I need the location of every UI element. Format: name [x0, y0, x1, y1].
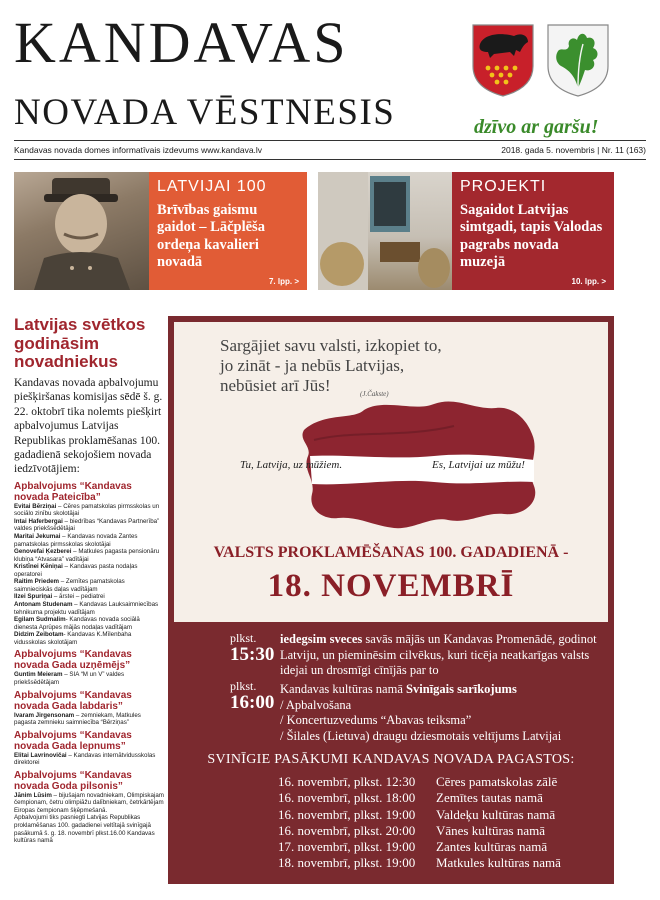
award-recipient — [14, 593, 164, 601]
sidebar-intro: Kandavas novada apbalvojumu piešķiršanas komisijas sēdē š. g. 22. oktobrī tika nolemts piešķirt apbalvojumus Latvijas Republikas proklamēšanas 100. gadadienā sekojošiem novada iedzīvotājiem: — [14, 377, 163, 476]
recipient-description: – Kandavas novada Zantes pamatskolas pirmsskolas skolotājai — [14, 532, 138, 548]
sidebar-title: Latvijas svētkos godināsim novadniekus — [14, 315, 146, 372]
schedule-date: 17. novembrī, plkst. 19:00 — [278, 839, 416, 855]
recipient-description: – SIA “M un V” valdes priekšsēdētājam — [14, 671, 125, 686]
recipient-name: Egilam Sudmalim — [14, 616, 66, 624]
award-recipient — [14, 503, 164, 518]
award-recipient — [14, 752, 164, 767]
recipient-name: Ivaram Jirgensonam — [14, 711, 75, 719]
event-text: savās mājās un Kandavas Promenādē, godinot Latviju, un pieminēsim cilvēkus, kuri ticēja neatkarīgas valsts idejai un drosmīgi cīnījās par to — [280, 632, 597, 678]
museum-cellar-photo — [318, 172, 452, 290]
event-highlight: Svinīgais sarīkojums — [406, 682, 517, 696]
schedule-row — [278, 774, 561, 790]
poster-panel — [174, 322, 608, 622]
schedule-row — [278, 823, 561, 839]
recipient-name: Maritai Jekumai — [14, 532, 61, 540]
schedule-row — [278, 839, 561, 855]
schedule-date: 16. novembrī, plkst. 18:00 — [278, 790, 416, 806]
award-recipient — [14, 578, 164, 593]
recipient-name: Ilzei Spuriņai — [14, 593, 53, 601]
award-recipient — [14, 548, 164, 563]
recipient-description: - Kandavas novada sociālā dienesta Aprūpes mājās nodaļas vadītājam — [14, 616, 140, 631]
schedule-place: Valdeķu kultūras namā — [436, 806, 556, 822]
schedule-date: 16. novembrī, plkst. 19:00 — [278, 806, 416, 822]
event-line: / Koncertuzvedums “Abavas teiksma” — [280, 713, 472, 728]
recipient-name: Intai Haferbergai — [14, 517, 63, 525]
oak-leaves-coat-of-arms-icon — [545, 22, 611, 98]
schedule-place: Vānes kultūras namā — [436, 822, 546, 838]
award-category: Apbalvojums “Kandavas novada Pateicība” — [14, 480, 132, 503]
award-category: Apbalvojums “Kandavas novada Gada labdaris” — [14, 689, 132, 712]
schedule-row — [278, 790, 561, 806]
recipient-description: – ārstei – pediatrei — [52, 593, 105, 601]
recipient-description: – Zemītes pamatskolas saimnieciskās daļas vadītājam — [14, 578, 125, 593]
schedule-place: Matkules kultūras namā — [436, 855, 561, 871]
awards-sidebar — [14, 316, 164, 845]
motto: dzīvo ar garšu! — [474, 116, 599, 138]
schedule-date: 16. novembrī, plkst. 20:00 — [278, 822, 416, 838]
event-description-2 — [280, 682, 600, 745]
schedule-heading: SVINĪGIE PASĀKUMI KANDAVAS NOVADA PAGASTOS: — [207, 752, 575, 767]
event-line: / Apbalvošana — [280, 697, 352, 712]
sidebar-footnote: Apbalvojumi tiks pasniegti Latvijas Republikas proklamēšanas 100. gadadienei veltītajā svinīgajā pasākumā š. g. 18. novembrī plkst.16.00 Kandavas kultūras namā — [14, 814, 155, 845]
issue-info: 2018. gada 5. novembris | Nr. 11 (163) — [501, 145, 646, 155]
teaser-projekti[interactable] — [318, 172, 614, 290]
recipient-description: - Kandavas K.Mīlenbaha vidusskolas skolotājam — [14, 631, 132, 646]
schedule-list — [278, 774, 561, 872]
award-recipient — [14, 563, 164, 578]
event-time-2 — [230, 680, 274, 712]
award-recipient — [14, 533, 164, 548]
masthead-subtitle: NOVADA VĒSTNESIS — [14, 92, 396, 133]
award-recipient — [14, 518, 164, 533]
teaser-heading: LATVIJAI 100 — [157, 178, 267, 195]
schedule-place: Zantes kultūras namā — [436, 839, 548, 855]
kandava-coat-of-arms-icon — [470, 22, 536, 98]
event-time-1 — [230, 632, 274, 664]
recipient-description: – zemniekam, Matkules pagasta zemnieku saimniecība “Bērziņas” — [14, 711, 141, 727]
proclamation-heading: VALSTS PROKLAMĒŠANAS 100. GADADIENĀ - — [213, 544, 569, 561]
recipient-name: Antonam Studenam — [14, 601, 73, 608]
event-time-prefix: plkst. — [230, 679, 257, 693]
awards-list — [14, 481, 164, 815]
schedule-date: 18. novembrī, plkst. 19:00 — [278, 855, 416, 871]
event-time-prefix: plkst. — [230, 631, 257, 645]
teaser-heading: PROJEKTI — [460, 178, 547, 195]
motto-right: Es, Latvijai uz mūžu! — [432, 459, 525, 471]
recipient-name: Kristīnei Kēniņai — [14, 563, 63, 571]
award-recipient — [14, 792, 164, 815]
award-category: Apbalvojums “Kandavas novada Goda pilsonis” — [14, 769, 132, 792]
award-recipient — [14, 671, 164, 686]
award-recipient — [14, 712, 164, 727]
award-category: Apbalvojums “Kandavas novada Gada lepnums” — [14, 729, 132, 752]
schedule-date: 16. novembrī, plkst. 12:30 — [278, 774, 416, 789]
teaser-text: Sagaidot Latvijas simtgadi, tapis Valodas pagrabs novada muzejā — [460, 202, 603, 271]
event-text: Kandavas kultūras namā — [280, 682, 407, 696]
award-recipient — [14, 601, 164, 616]
teaser-panel-projekti — [452, 172, 614, 290]
award-recipient — [14, 631, 164, 646]
quote-line: jo zināt - ja nebūs Latvijas, — [220, 356, 405, 376]
recipient-name: Evitai Bērziņai — [14, 502, 57, 510]
event-description-1 — [280, 632, 600, 679]
quote-line: nebūsiet arī Jūs! — [220, 376, 331, 396]
event-time-value: 15:30 — [230, 644, 275, 665]
recipient-description: – Kandavas Lauksaimniecības tehnikuma projektu vadītājam — [14, 601, 159, 616]
celebration-poster — [168, 316, 614, 884]
recipient-description: – bijušajam novadniekam, Olimpiskajam čempionam, četru olimpiāžu dalībniekam, četrkārtējam Eiropas čempionam šķēpmešanā. — [14, 791, 164, 814]
recipient-description: – Kandavas pasta nodaļas operatorei — [14, 563, 138, 578]
quote-source: (J.Čakste) — [360, 390, 389, 398]
recipient-description: – Cēres pamatskolas pirmsskolas un sociālo zinību skolotājai — [14, 502, 160, 518]
teaser-page-link[interactable]: 10. lpp. > — [571, 277, 606, 286]
schedule-place: Zemītes tautas namā — [436, 790, 543, 806]
recipient-name: Jānim Lūsim — [14, 791, 52, 799]
event-line: / Šilales (Lietuva) draugu dziesmotais veltījums Latvijai — [280, 728, 562, 743]
soldier-portrait-photo — [14, 172, 149, 290]
cakste-quote — [220, 336, 442, 396]
recipient-description: – biedrības “Kandavas Partnerība” valdes priekšsēdētājai — [14, 517, 160, 533]
recipient-name: Genovefai Ķezberei — [14, 548, 72, 556]
recipient-name: Guntim Meieram — [14, 671, 63, 679]
schedule-row — [278, 807, 561, 823]
recipient-description: – Matkules pagasta pensionāru klubiņa “Atvasara” vadītājai — [14, 548, 160, 563]
recipient-name: Raitim Priedem — [14, 578, 60, 586]
event-highlight: iedegsim sveces — [280, 632, 363, 646]
award-recipient — [14, 616, 164, 631]
schedule-place: Cēres pamatskolas zālē — [436, 774, 558, 789]
motto-left: Tu, Latvija, uz mūžiem. — [240, 459, 343, 471]
recipient-description: – Kandavas internātvidusskolas direktorei — [14, 751, 156, 767]
recipient-name: Elitai Lavrinovičai — [14, 751, 67, 759]
quote-line: Sargājiet savu valsti, izkopiet to, — [220, 336, 442, 355]
teaser-text: Brīvības gaismu gaidot – Lāčplēša ordeņa kavalieri novadā — [157, 202, 265, 271]
publisher-info: Kandavas novada domes informatīvais izdevums www.kandava.lv — [14, 145, 263, 155]
info-rule — [14, 159, 646, 160]
celebration-date: 18. NOVEMBRĪ — [267, 568, 515, 604]
teaser-page-link[interactable]: 7. lpp. > — [268, 277, 299, 286]
teaser-panel-latvija100 — [149, 172, 307, 290]
event-time-value: 16:00 — [230, 692, 275, 713]
header-rule — [14, 140, 646, 141]
teaser-latvija100[interactable] — [14, 172, 307, 290]
recipient-name: Didzim Zeibotam — [14, 631, 64, 639]
masthead-title: KANDAVAS — [14, 10, 349, 75]
award-category: Apbalvojums “Kandavas novada Gada uzņēmējs” — [14, 649, 132, 672]
schedule-row — [278, 855, 561, 871]
